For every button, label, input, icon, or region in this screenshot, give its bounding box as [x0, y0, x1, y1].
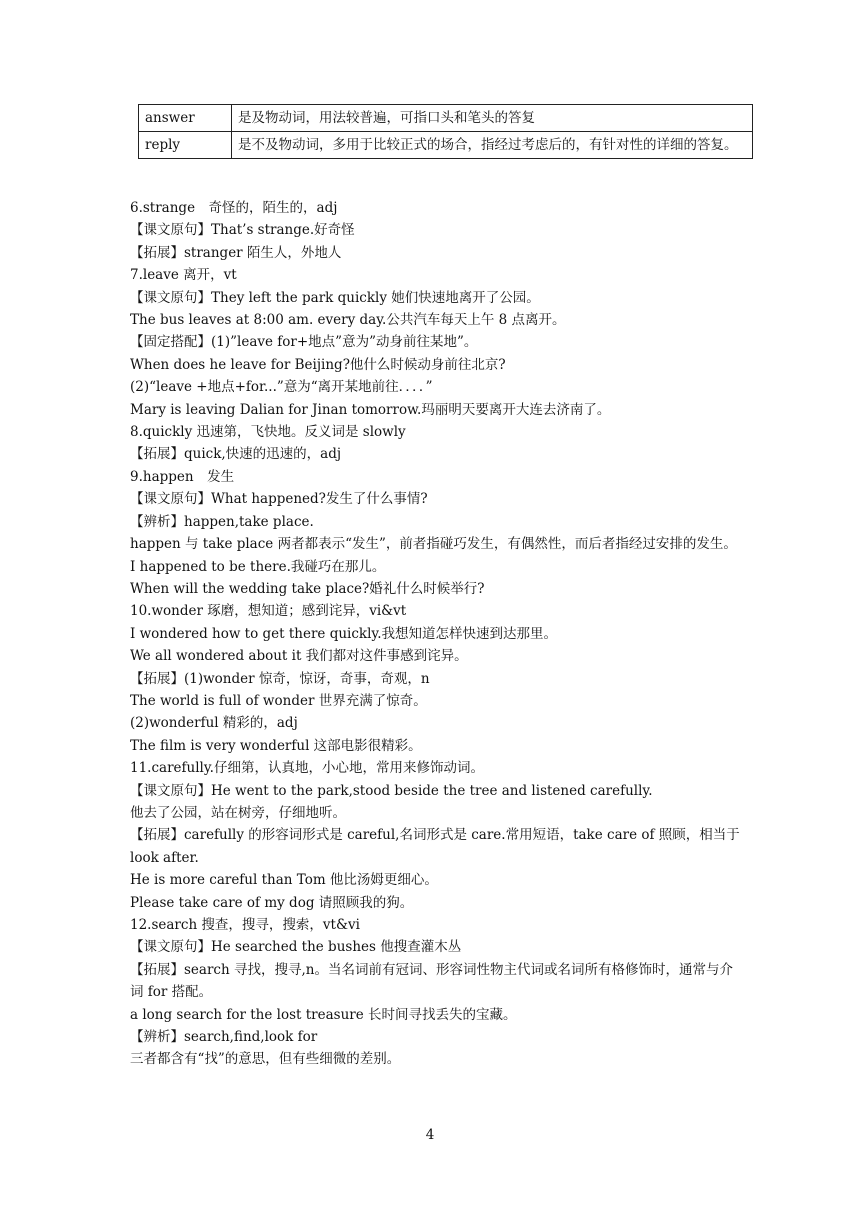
table-row: [139, 105, 753, 132]
table-cell-word: reply: [139, 132, 232, 159]
text-line: 【拓展】carefully 的形容词形式是 careful,名词形式是 care.常用短语，take care of 照顾，相当于 look after.: [130, 827, 740, 866]
text-line: 12.search 搜查，搜寻，搜索，vt&vi: [130, 917, 360, 933]
text-line: 三者都含有“找”的意思，但有些细微的差别。: [130, 1051, 401, 1068]
text-line: 【课文原句】They left the park quickly 她们快速地离开了公园。: [130, 289, 540, 306]
text-line: The world is full of wonder 世界充满了惊奇。: [130, 692, 427, 709]
text-line: The film is very wonderful 这部电影很精彩。: [130, 737, 422, 754]
text-line: 【课文原句】What happened?发生了什么事情?: [130, 491, 428, 508]
text-line: 【拓展】stranger 陌生人，外地人: [130, 244, 342, 261]
text-line: 11.carefully.仔细第，认真地，小心地，常用来修饰动词。: [130, 760, 484, 777]
table-cell-description: 是不及物动词，多用于比较正式的场合，指经过考虑后的，有针对性的详细的答复。: [232, 132, 753, 159]
text-line: When does he leave for Beijing?他什么时候动身前往北京?: [130, 356, 506, 373]
text-line: 【拓展】quick,快速的迅速的，adj: [130, 446, 342, 463]
text-line: 7.leave 离开，vt: [130, 267, 237, 284]
text-line: 【固定搭配】(1)”leave for+地点”意为”动身前往某地”。: [130, 334, 478, 351]
text-line: 【课文原句】He searched the bushes 他搜查灌木丛: [130, 939, 462, 956]
text-line: He is more careful than Tom 他比汤姆更细心。: [130, 872, 438, 889]
text-line: 他去了公园，站在树旁，仔细地听。: [130, 804, 346, 821]
text-line: Mary is leaving Dalian for Jinan tomorrow.玛丽明天要离开大连去济南了。: [130, 401, 611, 418]
text-line: (2)wonderful 精彩的，adj: [130, 715, 298, 732]
text-line: 【课文原句】That’s strange.好奇怪: [130, 222, 355, 239]
text-line: 6.strange 奇怪的，陌生的，adj: [130, 200, 338, 216]
text-line: I happened to be there.我碰巧在那儿。: [130, 558, 386, 575]
comparison-table: [138, 104, 753, 159]
text-line: The bus leaves at 8:00 am. every day.公共汽车每天上午 8 点离开。: [130, 312, 566, 329]
text-line: 【课文原句】He went to the park,stood beside the tree and listened carefully.: [130, 782, 653, 799]
table-cell-word: answer: [139, 105, 232, 132]
text-line: happen 与 take place 两者都表示“发生”，前者指碰巧发生，有偶然性，而后者指经过安排的发生。: [130, 536, 737, 553]
text-line: I wondered how to get there quickly.我想知道怎样快速到达那里。: [130, 625, 558, 642]
text-line: We all wondered about it 我们都对这件事感到诧异。: [130, 648, 468, 665]
text-line: 【拓展】search 寻找，搜寻,n。当名词前有冠词、形容词性物主代词或名词所有格修饰时，通常与介词 for 搭配。: [130, 961, 733, 1001]
text-line: 【辨析】happen,take place.: [130, 513, 314, 530]
text-line: Please take care of my dog 请照顾我的狗。: [130, 894, 414, 911]
table-cell-description: 是及物动词，用法较普遍，可指口头和笔头的答复: [232, 105, 753, 132]
text-line: 9.happen 发生: [130, 468, 235, 485]
text-line: 【拓展】(1)wonder 惊奇，惊讶，奇事，奇观，n: [130, 670, 430, 687]
document-body: [130, 197, 742, 1071]
text-line: 8.quickly 迅速第，飞快地。反义词是 slowly: [130, 424, 406, 441]
text-line: (2)“leave +地点+for...”意为“离开某地前往．．．．”: [130, 379, 433, 396]
text-line: When will the wedding take place?婚礼什么时候举行?: [130, 580, 485, 597]
text-line: 10.wonder 琢磨，想知道；感到诧异，vi&vt: [130, 603, 407, 620]
text-line: 【辨析】search,find,look for: [130, 1029, 318, 1046]
page-number: 4: [425, 1127, 435, 1143]
text-line: a long search for the lost treasure 长时间寻找丢失的宝藏。: [130, 1006, 517, 1023]
table-row: [139, 132, 753, 159]
